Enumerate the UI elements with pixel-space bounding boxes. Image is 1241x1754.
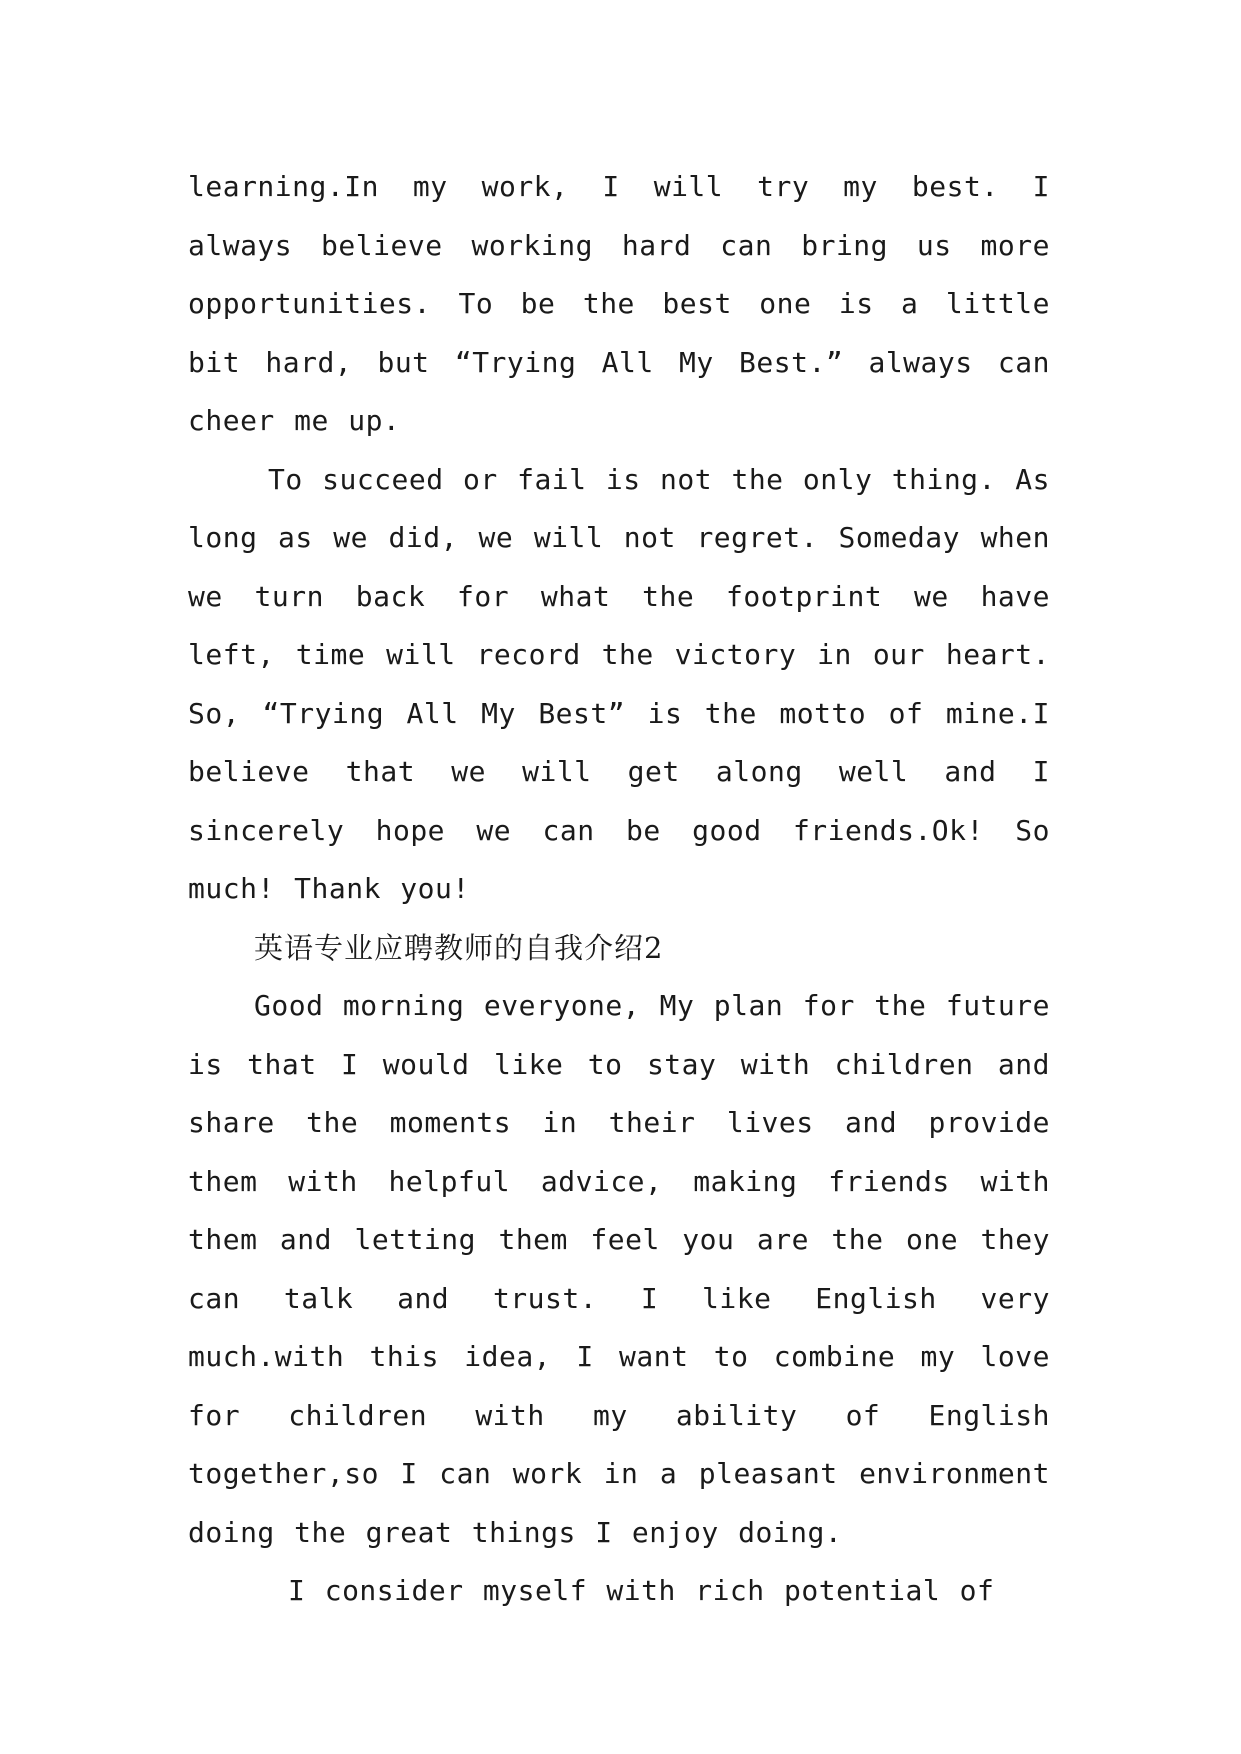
paragraph-future-plan: Good morning everyone, My plan for the future is that I would like to stay with children and share the moments in their lives and provide them with helpful advice, making friends with them and letting them feel you are the one they can talk and trust. I like English very much.with this idea, I want to combine my love for children with my ability of English together,so I can work in a pleasant environment doing the great things I enjoy doing. xyxy=(188,989,1050,1549)
paragraph-motto: To succeed or fail is not the only thing. As long as we did, we will not regret. Someday when we turn back for what the footprint we have left, time will record the victory in our heart. So, “Trying All My Best” is the motto of mine.I believe that we will get along well and I sincerely hope we can be good friends.Ok! So much! Thank you! xyxy=(188,462,1050,905)
paragraph-continuation: learning.In my work, I will try my best. I always believe working hard can bring us more opportunities. To be the best one is a little bit hard, but “Trying All My Best.” always can cheer me up. xyxy=(188,170,1050,437)
section-heading: 英语专业应聘教师的自我介绍2 xyxy=(254,930,664,965)
document-body xyxy=(188,158,1050,1621)
paragraph-potential: I consider myself with rich potential of xyxy=(288,1574,995,1607)
